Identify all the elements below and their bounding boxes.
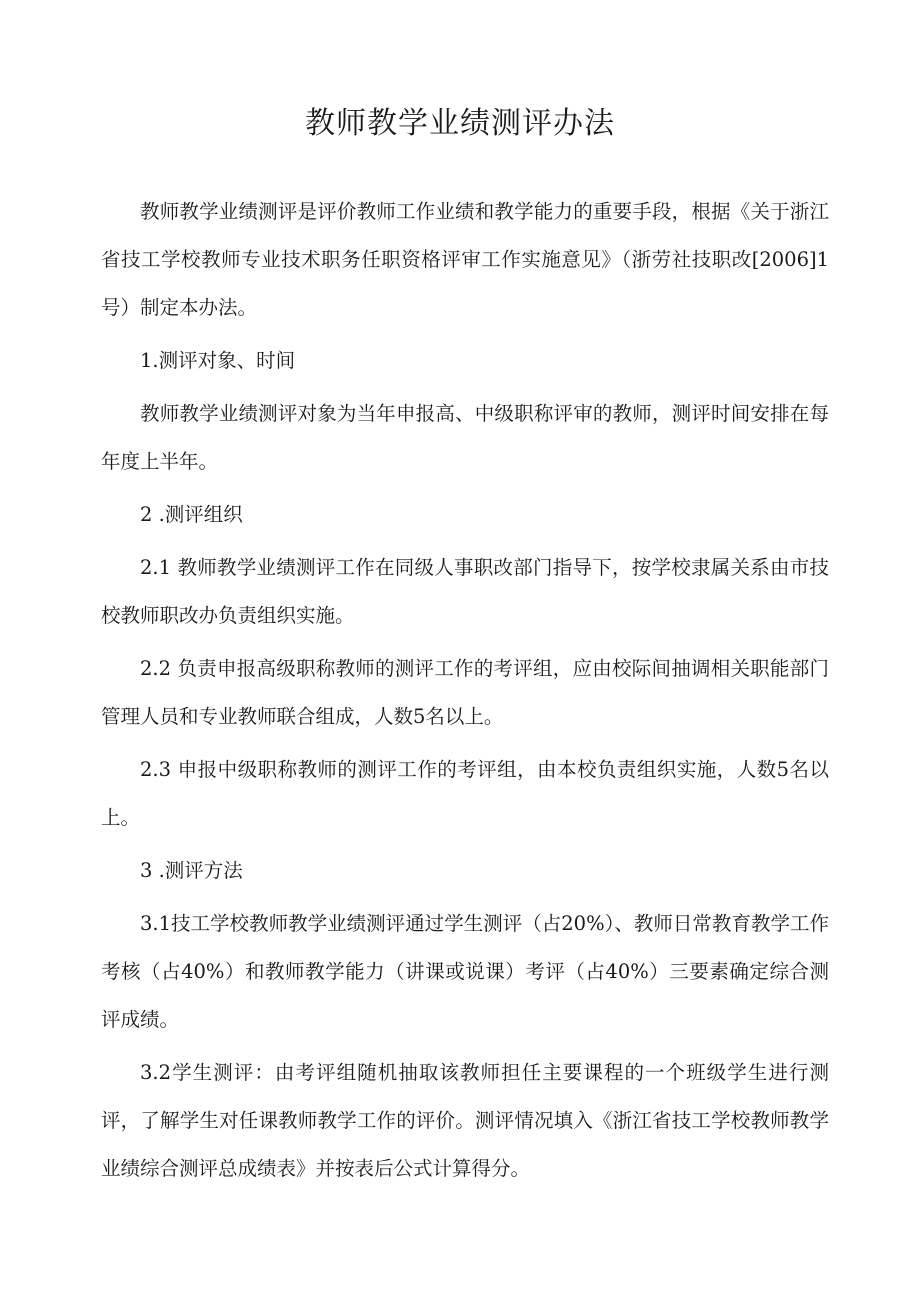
paragraph-intro: 教师教学业绩测评是评价教师工作业绩和教学能力的重要手段，根据《关于浙江省技工学校教师专业技术职务任职资格评审工作实施意见》（浙劳社技职改[2006]1号）制定本办法。: [101, 200, 829, 319]
paragraph-3-2: 3.2学生测评：由考评组随机抽取该教师担任主要课程的一个班级学生进行测评，了解学生对任课教师教学工作的评价。测评情况填入《浙江省技工学校教师教学业绩综合测评总成绩表》并按表后公式计算得分。: [101, 1061, 829, 1180]
paragraph-2-3: 2.3 申报中级职称教师的测评工作的考评组，由本校负责组织实施，人数5名以上。: [101, 758, 829, 829]
section-heading-3: 3 .测评方法: [140, 859, 243, 882]
paragraph-2-2: 2.2 负责申报高级职称教师的测评工作的考评组，应由校际间抽调相关职能部门管理人员和专业教师联合组成，人数5名以上。: [101, 657, 829, 728]
paragraph-1: 教师教学业绩测评对象为当年申报高、中级职称评审的教师，测评时间安排在每年度上半年。: [101, 402, 829, 473]
document-body: [101, 188, 829, 1198]
paragraph-2-1: 2.1 教师教学业绩测评工作在同级人事职改部门指导下，按学校隶属关系由市技校教师职改办负责组织实施。: [101, 556, 829, 627]
page-title: 教师教学业绩测评办法: [305, 106, 615, 141]
paragraph-3-1: 3.1技工学校教师教学业绩测评通过学生测评（占20%）、教师日常教育教学工作考核（占40%）和教师教学能力（讲课或说课）考评（占40%）三要素确定综合测评成绩。: [101, 912, 829, 1031]
section-heading-2: 2 .测评组织: [140, 503, 243, 526]
section-heading-1: 1.测评对象、时间: [140, 349, 296, 372]
